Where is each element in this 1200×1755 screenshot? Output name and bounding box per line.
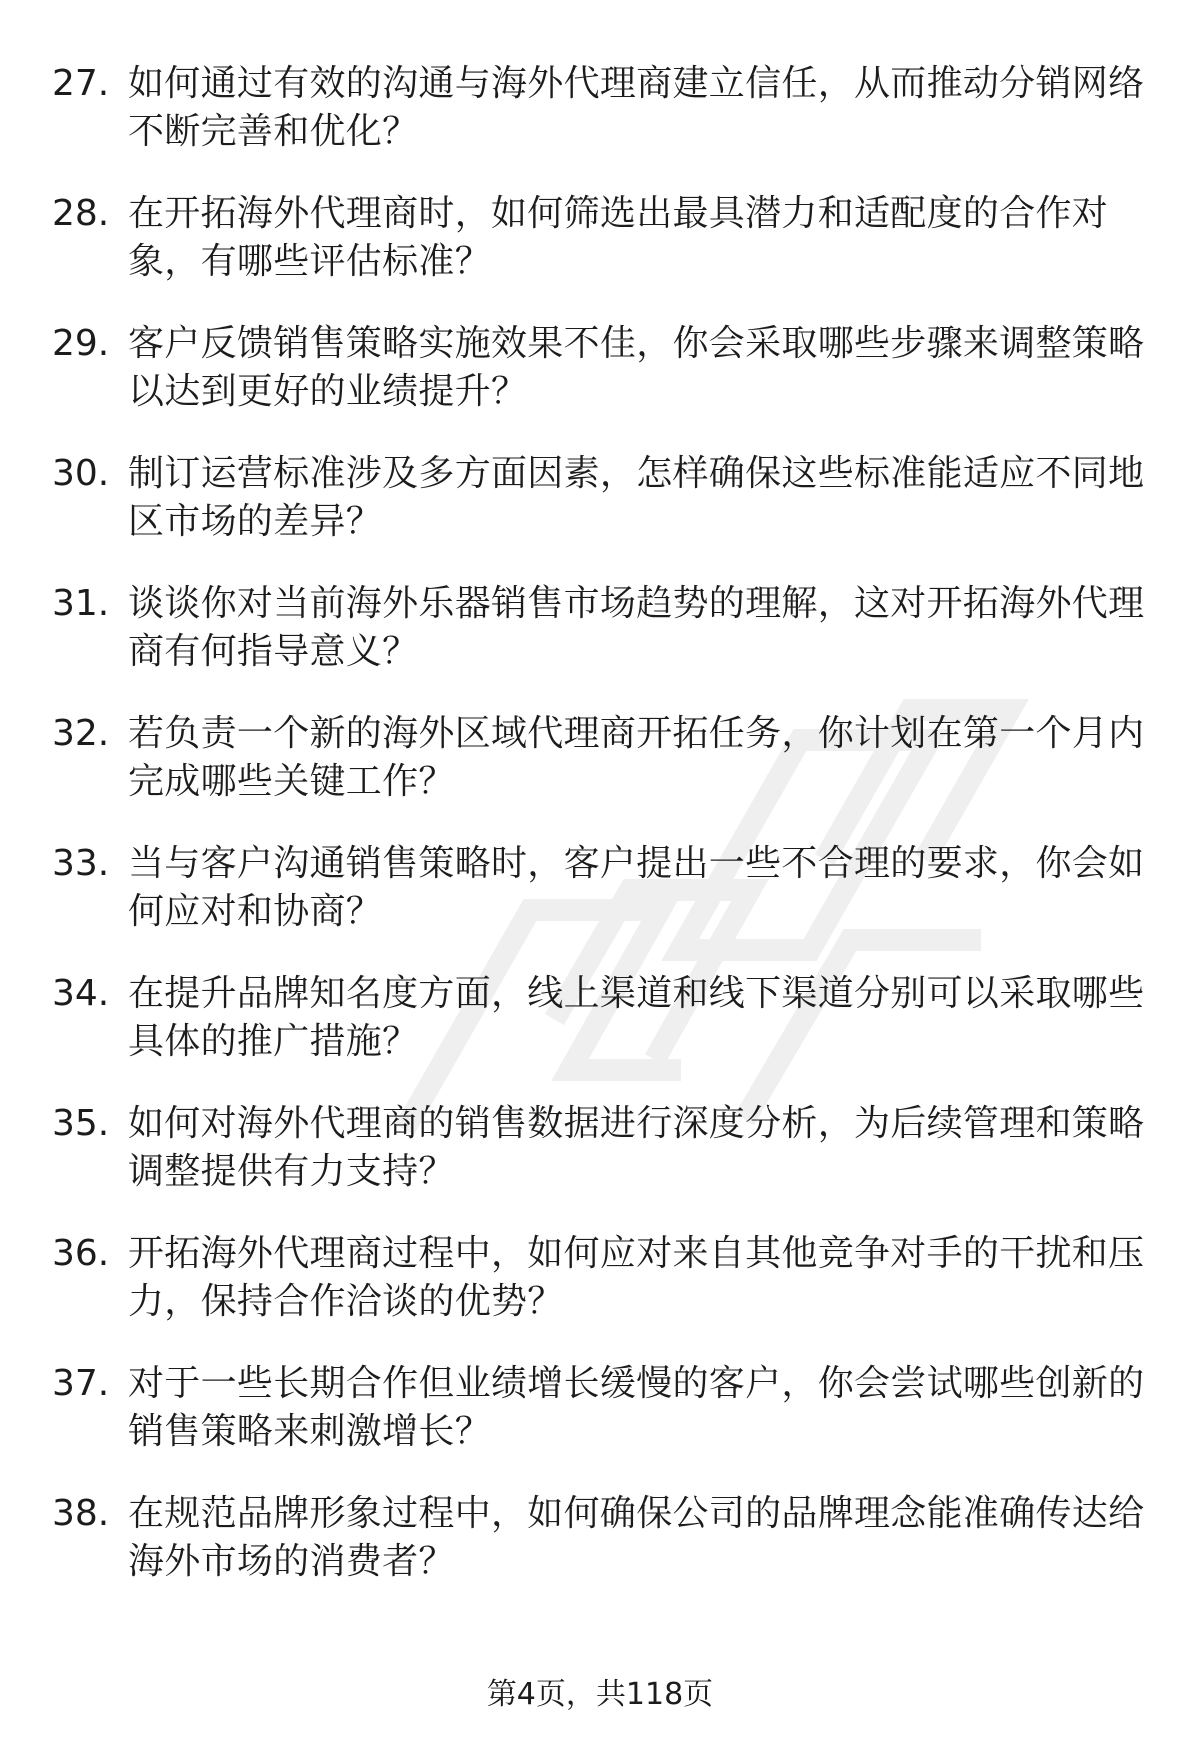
question-number: 38.: [52, 1493, 110, 1534]
question-item-34: [0, 970, 1200, 1100]
question-item-32: [0, 710, 1200, 840]
question-text: 当与客户沟通销售策略时，客户提出一些不合理的要求，你会如何应对和协商？: [128, 843, 1145, 932]
page-footer: 第4页，共118页: [486, 1677, 714, 1712]
question-number: 35.: [52, 1103, 110, 1144]
question-text: 在提升品牌知名度方面，线上渠道和线下渠道分别可以采取哪些具体的推广措施？: [128, 973, 1145, 1062]
question-list: [0, 60, 1200, 1620]
question-text: 对于一些长期合作但业绩增长缓慢的客户，你会尝试哪些创新的销售策略来刺激增长？: [128, 1363, 1145, 1452]
question-text: 在规范品牌形象过程中，如何确保公司的品牌理念能准确传达给海外市场的消费者？: [128, 1493, 1145, 1582]
question-text: 若负责一个新的海外区域代理商开拓任务，你计划在第一个月内完成哪些关键工作？: [128, 713, 1145, 802]
question-item-37: [0, 1360, 1200, 1490]
question-text: 开拓海外代理商过程中，如何应对来自其他竞争对手的干扰和压力，保持合作洽谈的优势？: [128, 1233, 1145, 1322]
question-item-35: [0, 1100, 1200, 1230]
question-number: 27.: [52, 63, 110, 104]
question-text: 如何对海外代理商的销售数据进行深度分析，为后续管理和策略调整提供有力支持？: [128, 1103, 1145, 1192]
question-item-38: [0, 1490, 1200, 1620]
question-item-28: [0, 190, 1200, 320]
question-text: 客户反馈销售策略实施效果不佳，你会采取哪些步骤来调整策略以达到更好的业绩提升？: [128, 323, 1145, 412]
question-number: 33.: [52, 843, 110, 884]
question-text: 如何通过有效的沟通与海外代理商建立信任，从而推动分销网络不断完善和优化？: [128, 63, 1145, 152]
question-number: 31.: [52, 583, 110, 624]
question-text: 制订运营标准涉及多方面因素，怎样确保这些标准能适应不同地区市场的差异？: [128, 453, 1145, 542]
question-number: 28.: [52, 193, 110, 234]
question-number: 37.: [52, 1363, 110, 1404]
question-text: 谈谈你对当前海外乐器销售市场趋势的理解，这对开拓海外代理商有何指导意义？: [128, 583, 1145, 672]
question-text: 在开拓海外代理商时，如何筛选出最具潜力和适配度的合作对象，有哪些评估标准？: [128, 193, 1109, 282]
question-number: 36.: [52, 1233, 110, 1274]
question-number: 30.: [52, 453, 110, 494]
question-number: 34.: [52, 973, 110, 1014]
question-number: 32.: [52, 713, 110, 754]
question-item-29: [0, 320, 1200, 450]
question-number: 29.: [52, 323, 110, 364]
question-item-36: [0, 1230, 1200, 1360]
question-item-30: [0, 450, 1200, 580]
question-item-31: [0, 580, 1200, 710]
question-item-27: [0, 60, 1200, 190]
question-item-33: [0, 840, 1200, 970]
